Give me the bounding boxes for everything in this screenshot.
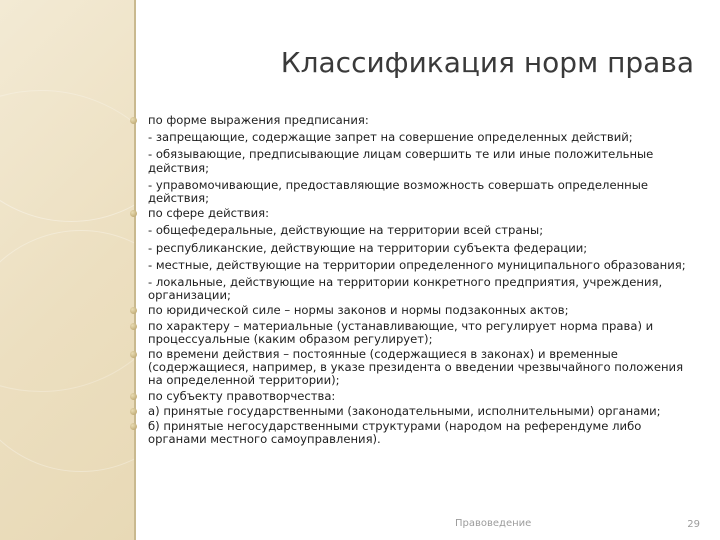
item-text: - местные, действующие на территории определенного муниципального образования; — [148, 257, 686, 272]
page-number: 29 — [687, 519, 700, 530]
item-text: - обязывающие, предписывающие лицам совершить те или иные положительные действия; — [148, 147, 654, 175]
item-text: по форме выражения предписания: — [148, 113, 369, 127]
item-text: - запрещающие, содержащие запрет на совершение определенных действий; — [148, 130, 633, 145]
item-text: б) принятые негосударственными структурами (народом на референдуме либо органами местного самоуправления). — [148, 419, 642, 447]
bullet-list — [126, 114, 698, 448]
bullet-icon — [130, 117, 137, 124]
item-text: по юридической силе – нормы законов и нормы подзаконных актов; — [148, 303, 569, 318]
bullet-icon — [130, 351, 137, 358]
item-text: по сфере действия: — [148, 206, 270, 221]
item-text: - локальные, действующие на территории конкретного предприятия, учреждения, организации; — [148, 275, 663, 303]
list-item — [126, 420, 698, 446]
bullet-icon — [130, 393, 137, 400]
decorative-sidebar — [0, 0, 134, 540]
bullet-icon — [130, 210, 137, 217]
slide-footer: Правоведение — [455, 518, 532, 529]
item-text: - общефедеральные, действующие на территории всей страны; — [148, 223, 544, 238]
list-item — [126, 320, 698, 346]
bullet-icon — [130, 307, 137, 314]
item-text: - управомочивающие, предоставляющие возможность совершать определенные действия; — [148, 177, 649, 206]
list-item — [126, 405, 698, 418]
list-item — [126, 304, 698, 317]
bullet-icon — [130, 408, 137, 415]
item-text: по характеру – материальные (устанавливающие, что регулирует норма права) и процессуальные (каким образом регулирует); — [148, 318, 654, 346]
item-text: - республиканские, действующие на территории субъекта федерации; — [148, 240, 588, 255]
slide-title: Классификация норм права — [280, 46, 694, 79]
item-text: а) принятые государственными (законодательными, исполнительными) органами; — [148, 403, 661, 418]
list-item — [126, 390, 698, 403]
bullet-icon — [130, 323, 137, 330]
list-item — [126, 207, 698, 302]
bullet-icon — [130, 423, 137, 430]
item-text: по времени действия – постоянные (содержащиеся в законах) и временные (содержащиеся, например, в указе президента о введении чрезвычайного положения на определенной территории); — [148, 347, 684, 388]
list-item — [126, 114, 698, 205]
list-item — [126, 348, 698, 388]
item-text: по субъекту правотворчества: — [148, 388, 336, 403]
